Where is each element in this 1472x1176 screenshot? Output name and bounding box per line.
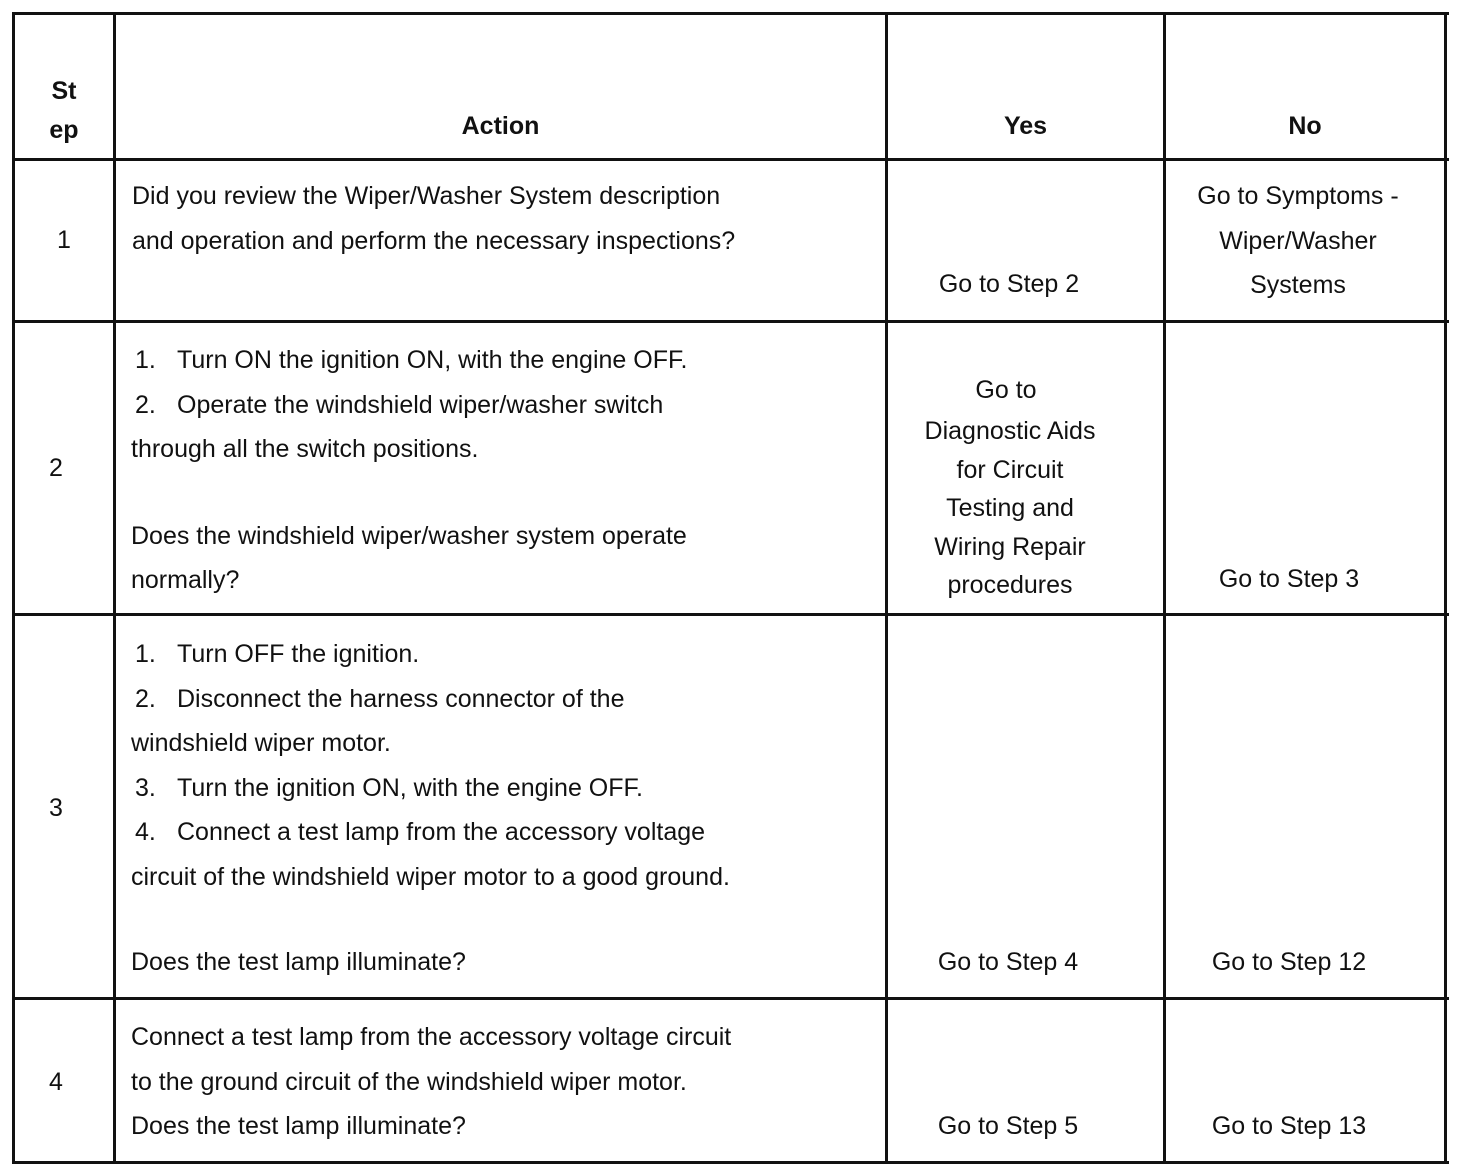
table-border-top <box>12 12 1449 15</box>
list-number: 2. <box>135 390 156 419</box>
yes-result: Go to Step 4 <box>937 948 1079 976</box>
table-border-right <box>1444 12 1447 1164</box>
no-result <box>1166 174 1430 308</box>
no-result: Go to Step 13 <box>1211 1112 1367 1140</box>
action-line: through all the switch positions. <box>131 435 479 463</box>
action-list-item <box>131 810 730 855</box>
question-line: Does the windshield wiper/washer system operate <box>131 521 687 550</box>
yes-line: for Circuit <box>956 455 1064 484</box>
table-border-bottom <box>12 1161 1449 1164</box>
list-number: 1. <box>135 640 156 668</box>
no-line: Systems <box>1250 271 1346 299</box>
action-text <box>131 1015 731 1149</box>
yes-line: Testing and <box>946 494 1074 522</box>
table-border-left <box>12 12 15 1164</box>
action-text <box>131 632 730 985</box>
step-number: 3 <box>49 794 63 822</box>
action-list-item <box>131 766 730 811</box>
action-list-item <box>131 383 687 428</box>
action-line: and operation and perform the necessary inspections? <box>132 226 736 255</box>
header-no: No <box>1288 112 1322 140</box>
yes-line: procedures <box>947 571 1073 599</box>
question-line: normally? <box>131 566 240 594</box>
list-number: 4. <box>135 818 156 846</box>
list-number: 3. <box>135 773 156 802</box>
list-text: Turn the ignition ON, with the engine OFF. <box>177 773 643 802</box>
no-line: Go to Symptoms - <box>1197 182 1399 210</box>
header-step-line: ep <box>49 116 79 144</box>
list-number: 1. <box>135 346 156 374</box>
step-number: 4 <box>49 1068 63 1096</box>
list-text: Turn OFF the ignition. <box>177 640 420 668</box>
column-divider <box>113 12 116 1164</box>
no-result: Go to Step 3 <box>1218 565 1360 593</box>
yes-line: Diagnostic Aids <box>924 417 1096 445</box>
action-line: Connect a test lamp from the accessory voltage circuit <box>131 1023 732 1051</box>
row-divider <box>12 158 1449 161</box>
row-divider <box>12 320 1449 323</box>
header-yes: Yes <box>1003 112 1048 140</box>
step-number: 1 <box>57 226 71 254</box>
action-text <box>132 174 735 263</box>
yes-line: Go to <box>975 376 1037 404</box>
yes-line: Wiring Repair <box>934 532 1086 561</box>
list-text: Disconnect the harness connector of the <box>177 684 625 713</box>
action-list-item <box>131 632 730 677</box>
action-line: Did you review the Wiper/Washer System description <box>132 182 721 210</box>
list-text: Operate the windshield wiper/washer switch <box>177 390 664 419</box>
no-line: Wiper/Washer <box>1219 226 1377 255</box>
list-number: 2. <box>135 684 156 713</box>
yes-result: Go to Step 5 <box>937 1112 1079 1140</box>
yes-result: Go to Step 2 <box>938 270 1080 298</box>
action-line: to the ground circuit of the windshield wiper motor. <box>131 1067 687 1096</box>
yes-result <box>888 368 1132 605</box>
no-result: Go to Step 12 <box>1211 948 1367 976</box>
action-text <box>131 338 687 603</box>
action-line: Does the test lamp illuminate? <box>131 1112 466 1140</box>
question-line: Does the test lamp illuminate? <box>131 948 466 976</box>
row-divider <box>12 997 1449 1000</box>
step-number: 2 <box>49 454 63 482</box>
header-step <box>15 72 113 150</box>
list-text: Connect a test lamp from the accessory voltage <box>177 818 706 846</box>
list-text: Turn ON the ignition ON, with the engine OFF. <box>177 346 688 374</box>
action-list-item <box>131 677 730 722</box>
action-line: windshield wiper motor. <box>131 729 391 757</box>
header-action: Action <box>461 112 540 140</box>
header-step-line: St <box>51 77 77 105</box>
row-divider <box>12 613 1449 616</box>
action-line: circuit of the windshield wiper motor to a good ground. <box>131 862 730 891</box>
action-list-item <box>131 338 687 383</box>
